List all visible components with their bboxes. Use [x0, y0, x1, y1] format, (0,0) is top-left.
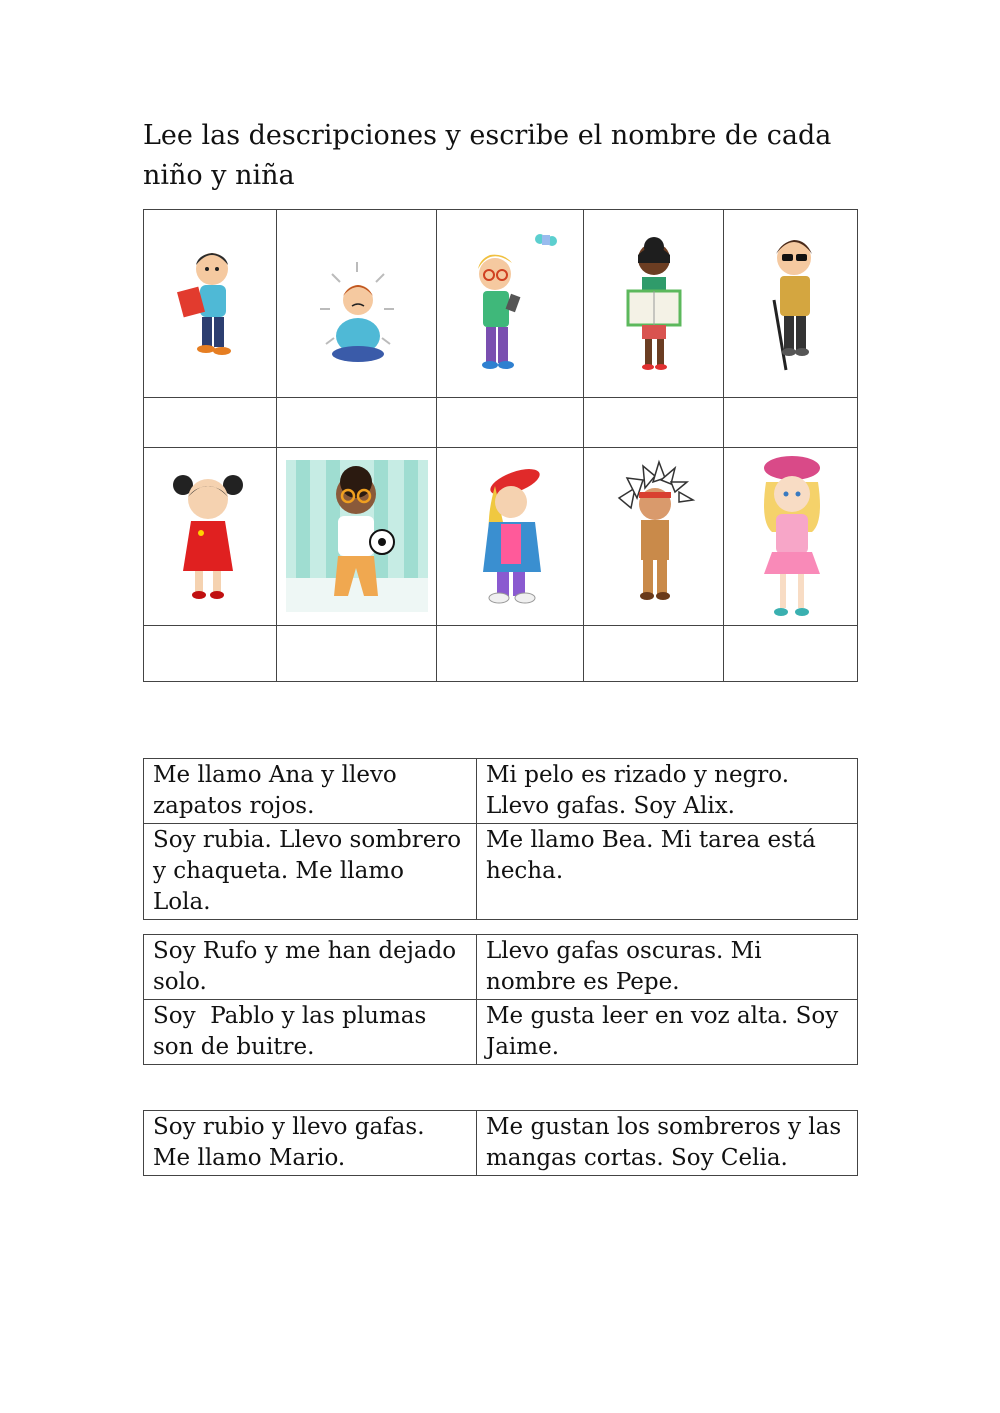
picture-cell	[437, 210, 584, 398]
worksheet-title: Lee las descripciones y escribe el nombre de cada niño y niña	[143, 120, 832, 191]
description-cell: Me llamo Ana y llevo zapatos rojos.	[144, 759, 477, 824]
picture-cell	[144, 447, 277, 625]
description-cell: Llevo gafas oscuras. Mi nombre es Pepe.	[477, 935, 858, 1000]
description-row	[144, 1111, 858, 1176]
description-table-1	[143, 758, 858, 920]
picture-cell	[437, 447, 584, 625]
picture-row	[144, 447, 858, 625]
answer-cell[interactable]	[277, 625, 437, 681]
picture-cell	[724, 210, 858, 398]
description-cell: Me llamo Bea. Mi tarea está hecha.	[477, 824, 858, 920]
description-cell: Soy rubia. Llevo sombrero y chaqueta. Me llamo Lola.	[144, 824, 477, 920]
answer-cell[interactable]	[277, 398, 437, 447]
boy-with-sunglasses-and-cane-icon	[736, 230, 846, 380]
answer-cell[interactable]	[584, 625, 724, 681]
boy-with-feather-headdress-icon	[599, 458, 709, 614]
answer-row	[144, 625, 858, 681]
sad-boy-sitting-icon	[302, 254, 412, 374]
description-row	[144, 935, 858, 1000]
description-cell: Soy Rufo y me han dejado solo.	[144, 935, 477, 1000]
answer-cell[interactable]	[584, 398, 724, 447]
picture-cell	[584, 447, 724, 625]
description-row	[144, 824, 858, 920]
picture-cell	[277, 447, 437, 625]
answer-cell[interactable]	[437, 398, 584, 447]
description-cell: Me gusta leer en voz alta. Soy Jaime.	[477, 1000, 858, 1065]
description-cell: Soy Pablo y las plumas son de buitre.	[144, 1000, 477, 1065]
description-cell: Me gustan los sombreros y las mangas cortas. Soy Celia.	[477, 1111, 858, 1176]
answer-cell[interactable]	[144, 625, 277, 681]
blonde-girl-with-red-hat-and-jacket-icon	[455, 462, 565, 612]
description-row	[144, 1000, 858, 1065]
answer-cell[interactable]	[724, 625, 858, 681]
girl-in-red-chinese-dress-icon	[155, 467, 265, 607]
answer-row	[144, 398, 858, 447]
blond-boy-with-glasses-and-phone-icon	[450, 229, 570, 379]
answer-cell[interactable]	[144, 398, 277, 447]
picture-cell	[724, 447, 858, 625]
picture-cell	[277, 210, 437, 398]
boy-with-red-book-icon	[160, 245, 260, 365]
girl-with-pink-beret-icon	[736, 452, 846, 622]
picture-row	[144, 210, 858, 398]
description-row	[144, 759, 858, 824]
answer-cell[interactable]	[724, 398, 858, 447]
picture-grid	[143, 209, 858, 682]
description-cell: Mi pelo es rizado y negro. Llevo gafas. Soy Alix.	[477, 759, 858, 824]
picture-cell	[144, 210, 277, 398]
description-table-3	[143, 1110, 858, 1176]
boy-with-glasses-and-football-icon	[286, 460, 428, 612]
picture-cell	[584, 210, 724, 398]
description-table-2	[143, 934, 858, 1065]
description-cell: Soy rubio y llevo gafas. Me llamo Mario.	[144, 1111, 477, 1176]
girl-reading-book-icon	[604, 233, 704, 393]
answer-cell[interactable]	[437, 625, 584, 681]
